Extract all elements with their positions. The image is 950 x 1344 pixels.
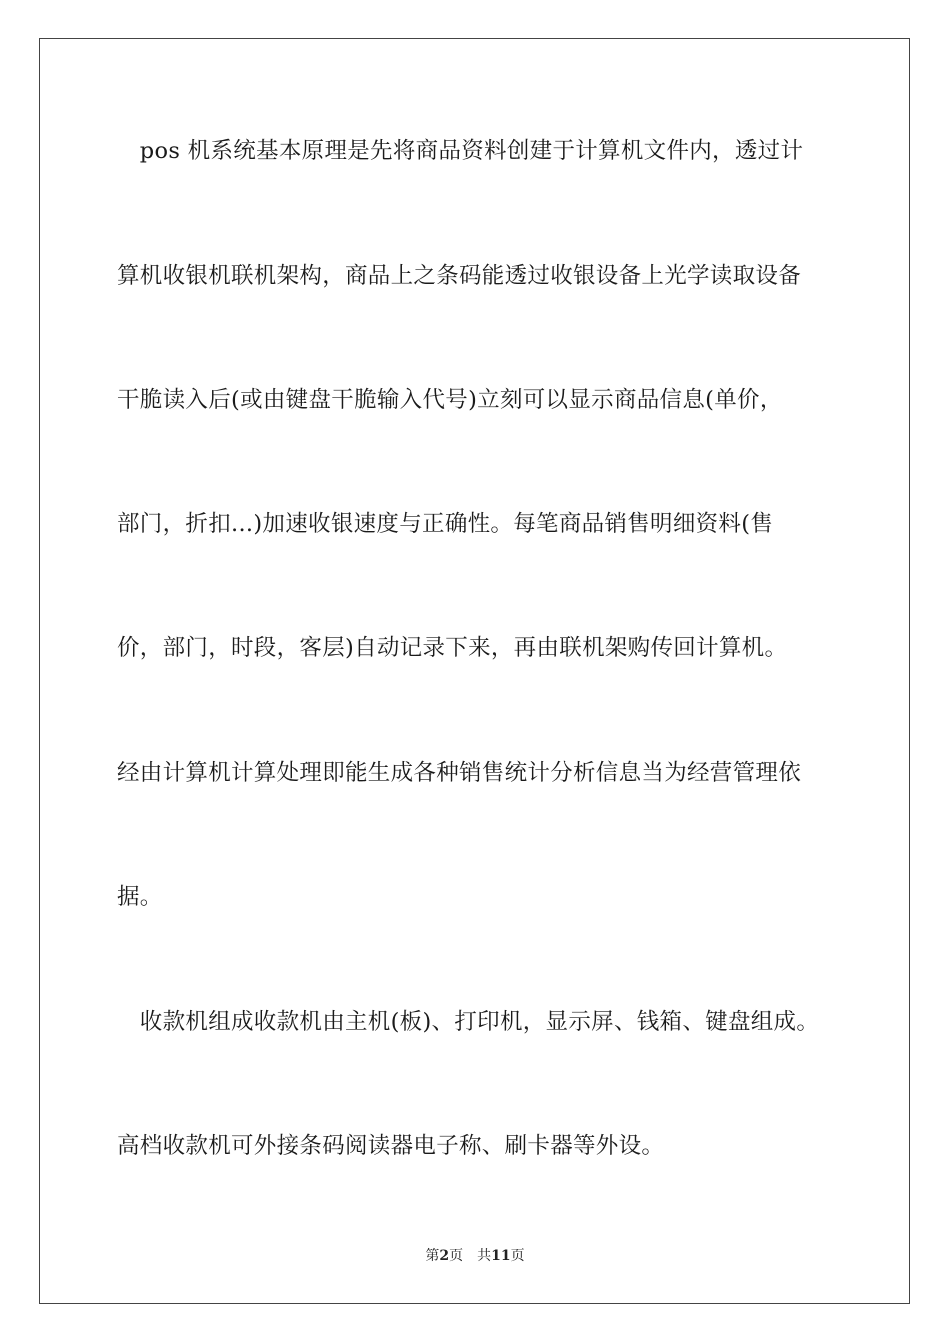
paragraph-1-line-2: 算机收银机联机架构，商品上之条码能透过收银设备上光学读取设备	[117, 263, 802, 289]
page-footer	[0, 1247, 950, 1265]
footer-page-suffix: 页	[449, 1248, 464, 1264]
footer-page-prefix: 第	[425, 1248, 440, 1264]
paragraph-1-line-5: 价，部门，时段，客层)自动记录下来，再由联机架购传回计算机。	[117, 635, 788, 661]
paragraph-2-line-2: 高档收款机可外接条码阅读器电子称、刷卡器等外设。	[117, 1133, 665, 1159]
paragraph-1-line-1: pos 机系统基本原理是先将商品资料创建于计算机文件内，透过计	[117, 138, 804, 164]
paragraph-1-line-7: 据。	[117, 884, 163, 910]
paragraph-1-line-6: 经由计算机计算处理即能生成各种销售统计分析信息当为经营管理依	[117, 760, 802, 786]
footer-total-suffix: 页	[510, 1248, 525, 1264]
footer-total-pages: 11	[491, 1248, 511, 1264]
paragraph-2-line-1: 收款机组成收款机由主机(板)、打印机，显示屏、钱箱、键盘组成。	[117, 1009, 820, 1035]
page-border	[39, 38, 910, 1304]
paragraph-1-line-4: 部门，折扣...)加速收银速度与正确性。每笔商品销售明细资料(售	[117, 511, 774, 537]
footer-total-prefix: 共	[477, 1248, 492, 1264]
footer-page-number: 2	[439, 1248, 450, 1264]
paragraph-1-line-3: 干脆读入后(或由键盘干脆输入代号)立刻可以显示商品信息(单价，	[117, 387, 783, 413]
